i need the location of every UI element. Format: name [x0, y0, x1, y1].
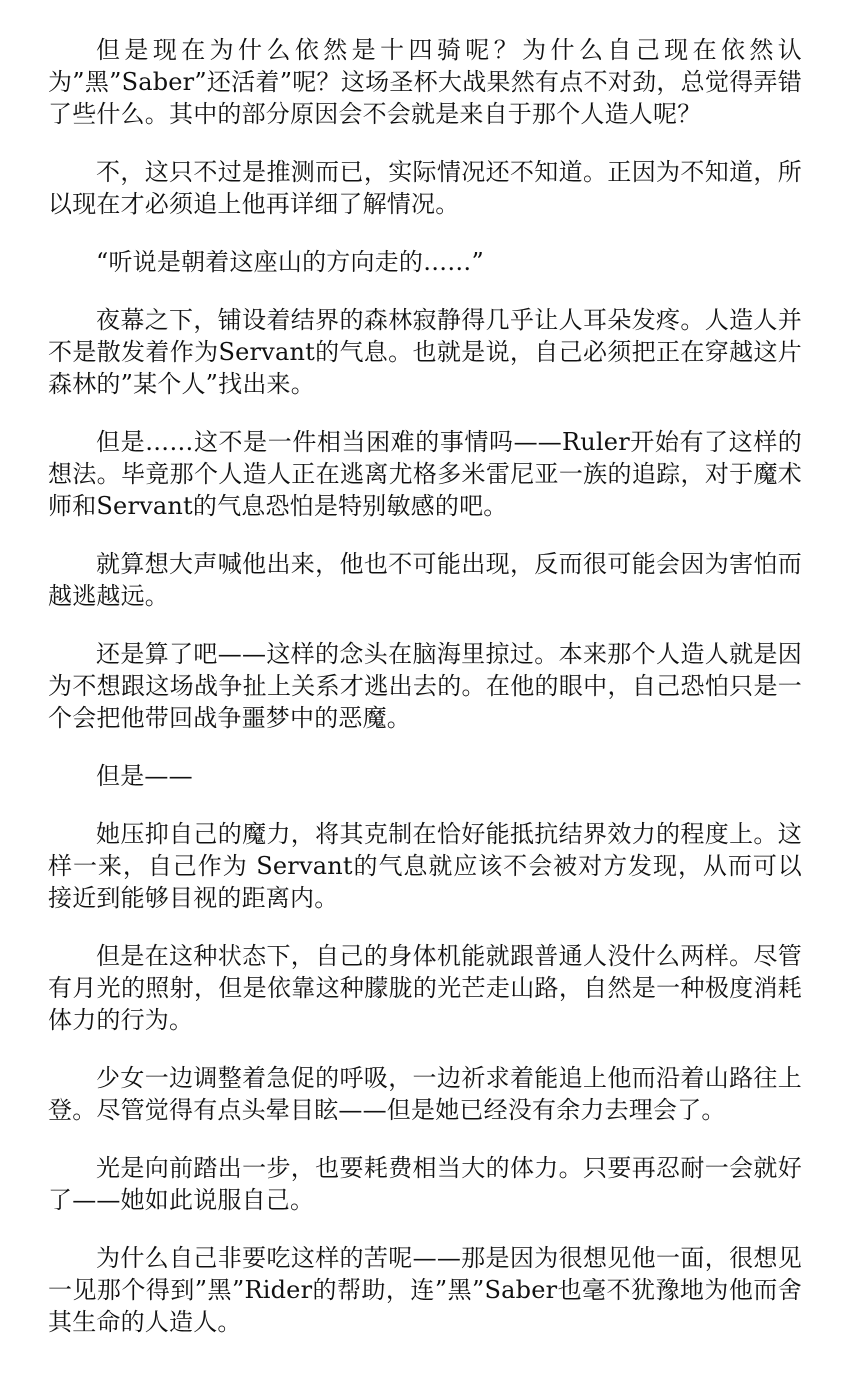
paragraph-10: 但是在这种状态下，自己的身体机能就跟普通人没什么两样。尽管有月光的照射，但是依靠这种朦胧的光芒走山路，自然是一种极度消耗体力的行为。: [48, 942, 802, 1034]
paragraph-1: 但是现在为什么依然是十四骑呢？为什么自己现在依然认为”黑”Saber”还活着”呢？这场圣杯大战果然有点不对劲，总觉得弄错了些什么。其中的部分原因会不会就是来自于那个人造人呢？: [48, 36, 802, 128]
paragraph-3: “听说是朝着这座山的方向走的……”: [96, 248, 484, 276]
paragraph-5: 但是……这不是一件相当困难的事情吗——Ruler开始有了这样的想法。毕竟那个人造人正在逃离尤格多米雷尼亚一族的追踪，对于魔术师和Servant的气息恐怕是特别敏感的吧。: [48, 428, 802, 520]
paragraph-13: 为什么自己非要吃这样的苦呢——那是因为很想见他一面，很想见一见那个得到”黑”Rider的帮助，连”黑”Saber也毫不犹豫地为他而舍其生命的人造人。: [48, 1244, 802, 1336]
paragraph-7: 还是算了吧——这样的念头在脑海里掠过。本来那个人造人就是因为不想跟这场战争扯上关系才逃出去的。在他的眼中，自己恐怕只是一个会把他带回战争噩梦中的恶魔。: [48, 640, 802, 732]
paragraph-12: 光是向前踏出一步，也要耗费相当大的体力。只要再忍耐一会就好了——她如此说服自己。: [48, 1154, 802, 1214]
paragraph-8: 但是——: [96, 762, 193, 790]
paragraph-2: 不，这只不过是推测而已，实际情况还不知道。正因为不知道，所以现在才必须追上他再详细了解情况。: [48, 158, 802, 218]
paragraph-6: 就算想大声喊他出来，他也不可能出现，反而很可能会因为害怕而越逃越远。: [48, 550, 802, 610]
paragraph-11: 少女一边调整着急促的呼吸，一边祈求着能追上他而沿着山路往上登。尽管觉得有点头晕目眩——但是她已经没有余力去理会了。: [48, 1064, 802, 1124]
paragraph-4: 夜幕之下，铺设着结界的森林寂静得几乎让人耳朵发疼。人造人并不是散发着作为Servant的气息。也就是说，自己必须把正在穿越这片森林的”某个人”找出来。: [48, 306, 802, 398]
paragraph-9: 她压抑自己的魔力，将其克制在恰好能抵抗结界效力的程度上。这样一来，自己作为 Servant的气息就应该不会被对方发现，从而可以接近到能够目视的距离内。: [48, 820, 802, 912]
